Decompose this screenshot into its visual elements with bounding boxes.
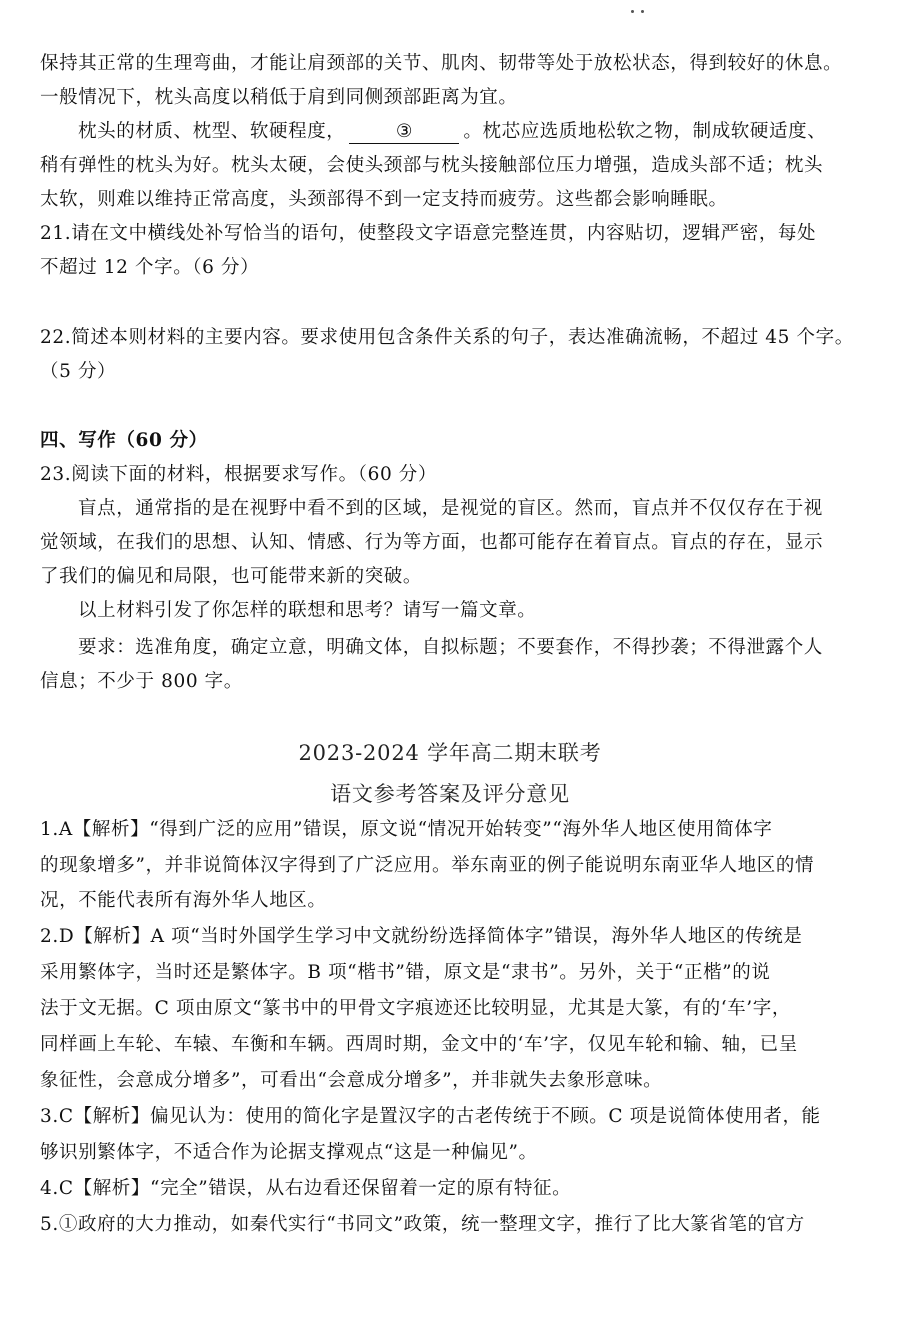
question-21-cont: 不超过 12 个字。（6 分）	[40, 257, 260, 278]
passage-line: 保持其正常的生理弯曲，才能让肩颈部的关节、肌肉、韧带等处于放松状态，得到较好的休息。	[40, 53, 843, 74]
answer-1-cont: 的现象增多”，并非说简体汉字得到了广泛应用。举东南亚的例子能说明东南亚华人地区的情	[40, 855, 815, 876]
question-21: 21.请在文中横线处补写恰当的语句，使整段文字语意完整连贯，内容贴切，逻辑严密，每处	[40, 223, 817, 244]
writing-prompt: 以上材料引发了你怎样的联想和思考？请写一篇文章。	[78, 600, 537, 621]
answer-2-cont: 法于文无据。C 项由原文“篆书中的甲骨文字痕迹还比较明显，尤其是大篆，有的‘车’字，	[40, 998, 791, 1019]
passage-line-with-blank	[78, 117, 870, 147]
answer-key-subtitle: 语文参考答案及评分意见	[330, 782, 570, 806]
answer-1: 1.A【解析】“得到广泛的应用”错误，原文说“情况开始转变”“海外华人地区使用简体字	[40, 819, 773, 840]
answer-2: 2.D【解析】A 项“当时外国学生学习中文就纷纷选择简体字”错误，海外华人地区的传统是	[40, 926, 803, 947]
question-22-cont: （5 分）	[40, 361, 117, 382]
answer-2-cont: 同样画上车轮、车辕、车衡和车辆。西周时期，金文中的‘车’字，仅见车轮和输、轴，已呈	[40, 1034, 798, 1055]
answer-key-title: 2023-2024 学年高二期末联考	[298, 741, 602, 765]
answer-2-cont: 采用繁体字，当时还是繁体字。B 项“楷书”错，原文是“隶书”。另外，关于“正楷”的说	[40, 962, 771, 983]
scan-mark	[631, 10, 634, 13]
material-line: 了我们的偏见和局限，也可能带来新的突破。	[40, 566, 423, 587]
answer-2-cont: 象征性，会意成分增多”，可看出“会意成分增多”，并非就失去象形意味。	[40, 1070, 663, 1091]
answer-3-cont: 够识别繁体字，不适合作为论据支撑观点“这是一种偏见”。	[40, 1142, 538, 1163]
answer-3: 3.C【解析】偏见认为：使用的简化字是置汉字的古老传统于不顾。C 项是说简体使用者，能	[40, 1106, 821, 1127]
question-22: 22.简述本则材料的主要内容。要求使用包含条件关系的句子，表达准确流畅，不超过 45 个字。	[40, 327, 854, 348]
answer-4: 4.C【解析】“完全”错误，从右边看还保留着一定的原有特征。	[40, 1178, 572, 1199]
writing-requirement-cont: 信息；不少于 800 字。	[40, 671, 243, 692]
section-heading-writing: 四、写作（60 分）	[40, 430, 208, 451]
passage-line: 一般情况下，枕头高度以稍低于肩到同侧颈部距离为宜。	[40, 87, 518, 108]
question-23: 23.阅读下面的材料，根据要求写作。（60 分）	[40, 464, 437, 485]
material-line: 觉领域，在我们的思想、认知、情感、行为等方面，也都可能存在着盲点。盲点的存在，显示	[40, 532, 824, 553]
writing-requirement: 要求：选准角度，确定立意，明确文体，自拟标题；不要套作，不得抄袭；不得泄露个人	[78, 637, 823, 658]
answer-blank-3: ③	[349, 121, 459, 144]
answer-1-cont: 况，不能代表所有海外华人地区。	[40, 890, 327, 911]
scan-mark	[641, 10, 644, 13]
passage-text: 。枕芯应选质地松软之物，制成软硬适度、	[463, 121, 827, 142]
passage-line: 稍有弹性的枕头为好。枕头太硬，会使头颈部与枕头接触部位压力增强，造成头部不适；枕头	[40, 155, 824, 176]
passage-text: 枕头的材质、枕型、软硬程度，	[78, 121, 346, 142]
passage-line: 太软，则难以维持正常高度，头颈部得不到一定支持而疲劳。这些都会影响睡眠。	[40, 189, 728, 210]
answer-5: 5.①政府的大力推动，如秦代实行“书同文”政策，统一整理文字，推行了比大篆省笔的官方	[40, 1214, 805, 1235]
material-line: 盲点，通常指的是在视野中看不到的区域，是视觉的盲区。然而，盲点并不仅仅存在于视	[78, 498, 823, 519]
